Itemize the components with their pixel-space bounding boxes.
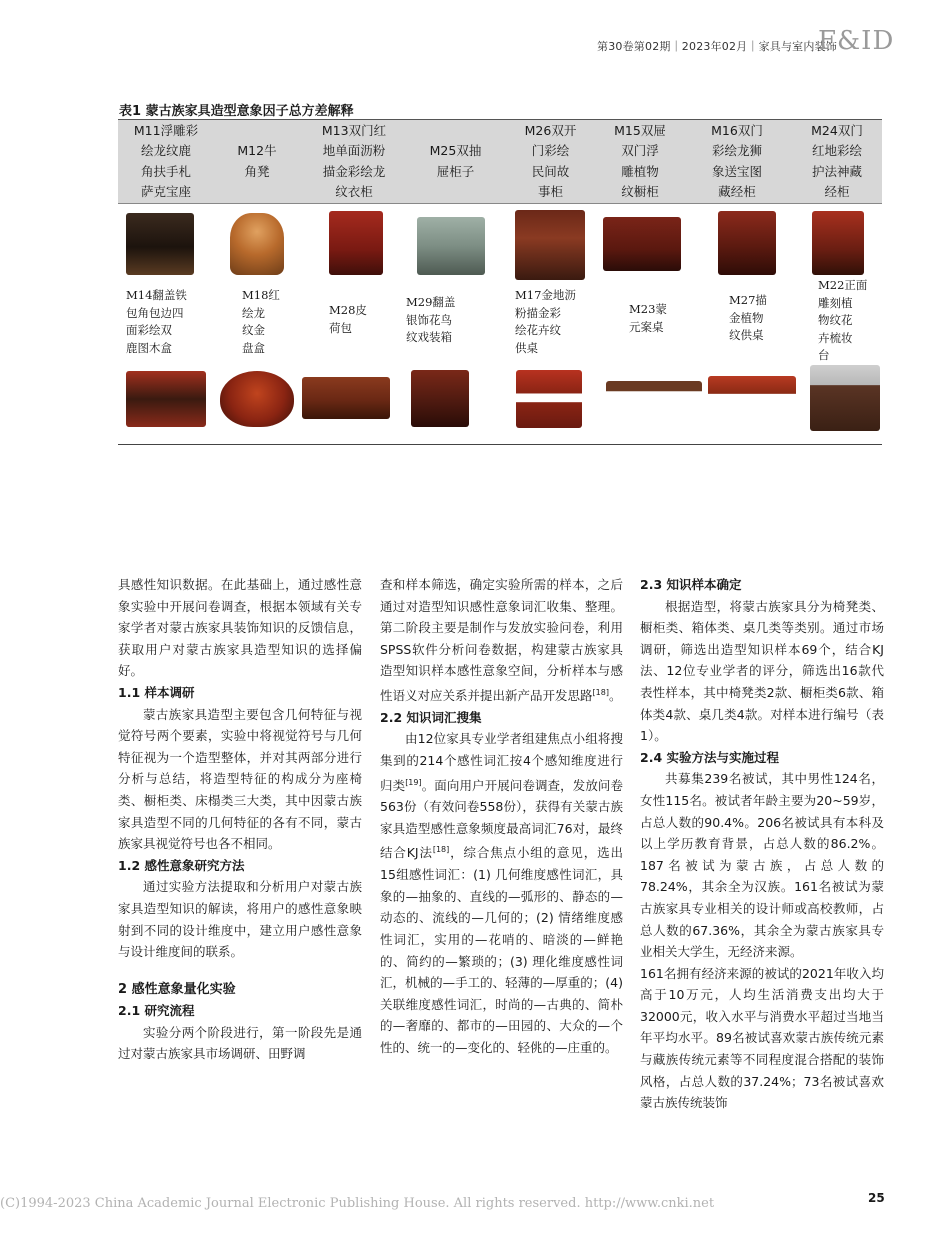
header-cell: M26双开 门彩绘 民间故 事柜	[524, 122, 577, 199]
section-heading-2-4: 2.4 实验方法与实施过程	[640, 749, 779, 765]
paragraph-1-2: 通过实验方法提取和分析用户对蒙古族家具造型知识的解读，将用户的感性意象映射到不同的设计维度中，建立用户感性意象与设计维度间的联系。	[118, 879, 362, 960]
copyright-footer: (C)1994-2023 China Academic Journal Electronic Publishing House. All rights reserved. http://www.cnki.net	[0, 1196, 715, 1211]
citation-18: [18]	[592, 687, 609, 697]
table-header-rule	[118, 203, 882, 204]
paragraph-2-4-a: 共募集239名被试，其中男性124名，女性115名。被试者年龄主要为20~59岁，占总人数的90.4%。206名被试具有本科及以上学历教育背景，占总人数的86.2%。187名被试为蒙古族，占总人数的78.24%，其余全为汉族。161名被试为蒙古族家具专业相关的设计师或高校教师，占总人数的67.36%，其余全为蒙古族家具专业相关大学生，无经济来源。	[640, 771, 884, 960]
furniture-photo-throne	[126, 213, 194, 275]
furniture-photo-box	[126, 371, 206, 427]
furniture-photo-round-box	[220, 371, 294, 427]
text-column-3	[640, 574, 884, 1114]
paragraph-1-1: 蒙古族家具造型主要包含几何特征与视觉符号两个要素，实验中将视觉符号与几何特征视为一个造型整体，并对其两部分进行分析与总结，将造型特征的构成分为座椅类、橱柜类、床榻类三大类，其中因蒙古族家具造型不同的几何特征的各有不同，蒙古族家具视觉符号也各不相同。	[118, 706, 362, 852]
text-column-1	[118, 574, 362, 1065]
journal-logo: F&ID	[818, 26, 895, 56]
sample-label-m22: M22正面 雕刻植 物纹花 卉梳妆 台	[818, 278, 868, 362]
header-cell: M13双门红 地单面沥粉 描金彩绘龙 纹衣柜	[321, 122, 387, 199]
running-head: 第30卷第02期｜2023年02月｜家具与室内装饰	[597, 40, 837, 53]
section-heading-2-1: 2.1 研究流程	[118, 1003, 195, 1019]
furniture-photo-altar-table	[516, 370, 582, 428]
sample-label-m29: M29翻盖 银饰花鸟 纹戏装箱	[406, 295, 456, 344]
section-heading-2-2: 2.2 知识词汇搜集	[380, 709, 482, 725]
furniture-photo-offering-table	[708, 376, 796, 420]
text-column-2	[380, 574, 623, 1059]
furniture-photo-dresser	[810, 365, 880, 431]
citation-19: [19]	[405, 777, 422, 787]
table-caption: 表1 蒙古族家具造型意象因子总方差解释	[119, 104, 354, 119]
furniture-photo-leather-pouch	[302, 377, 390, 419]
header-cell: M25双抽 屉柜子	[429, 143, 482, 179]
section-heading-2-3: 2.3 知识样本确定	[640, 577, 742, 592]
sample-label-m28: M28皮 荷包	[329, 303, 367, 335]
furniture-photo-long-table	[606, 381, 702, 417]
furniture-photo-sutra-cabinet-2	[812, 211, 864, 275]
header-cell: M24双门 红地彩绘 护法神藏 经柜	[811, 122, 863, 199]
sample-label-m17: M17金地沥 粉描金彩 绘花卉纹 供桌	[515, 288, 576, 355]
paragraph-intro: 具感性知识数据。在此基础上，通过感性意象实验中开展问卷调查，根据本领域有关专家学者对蒙古族家具装饰知识的反馈信息，获取用户对蒙古族家具造型知识的选择偏好。	[118, 577, 362, 679]
paragraph-2-4-b: 161名拥有经济来源的被试的2021年收入均高于10万元，人均生活消费支出均大于32000元，收入水平与消费水平超过当地当年平均水平。89名被试喜欢蒙古族传统元素与藏族传统元素等不同程度混合搭配的装饰风格，占总人数的37.24%；73名被试喜欢蒙古族传统装饰	[640, 965, 884, 1111]
paragraph-2-2: 由12位家具专业学者组建焦点小组将搜集到的214个感性词汇按4个感知维度进行归类[19]。面向用户开展问卷调查，发放问卷563份（有效问卷558份），获得有关蒙古族家具造型感性意象频度最高词汇76对，最终结合KJ法[18]，综合焦点小组的意见，选出15组感性词汇：(1) 几何维度感性词汇，具象的—抽象的、直线的—弧形的、静态的—动态的、流线的—几何的；(2) 情绪维度感性词汇，实用的—花哨的、暗淡的—鲜艳的、简约的—繁琐的；(3) 理化维度感性词汇，机械的—手工的、轻薄的—厚重的；(4) 关联维度感性词汇，时尚的—古典的、简朴的—奢靡的、都市的—田园的、大众的—个性的、统一的—变化的、轻佻的—庄重的。	[380, 731, 623, 1055]
header-cell: M12牛 角凳	[237, 143, 277, 179]
furniture-photo-cupboard	[603, 217, 681, 271]
furniture-photo-drawer-cabinet	[417, 217, 485, 275]
sample-label-m23: M23蒙 元案桌	[629, 302, 667, 334]
paragraph-2-3: 根据造型，将蒙古族家具分为椅凳类、橱柜类、箱体类、桌几类等类别。通过市场调研，筛选出造型知识样本69个，结合KJ法、12位专业学者的评分，筛选出16款代表性样本，其中椅凳类2款、橱柜类6款、箱体类4款、桌几类4款。对样本进行编号（表1）。	[640, 598, 884, 744]
citation-18: [18]	[432, 845, 450, 855]
header-cell: M11浮雕彩 绘龙纹鹿 角扶手札 萨克宝座	[133, 122, 199, 199]
furniture-photo-costume-chest	[411, 370, 469, 427]
furniture-photo-story-cabinet	[515, 210, 585, 280]
table-bottom-rule	[118, 444, 882, 445]
section-heading-2: 2 感性意象量化实验	[118, 981, 236, 997]
section-heading-1-2: 1.2 感性意象研究方法	[118, 857, 245, 873]
table-header-row	[118, 120, 882, 203]
furniture-photo-sutra-cabinet-1	[718, 211, 776, 275]
header-cell: M16双门 彩绘龙狮 象送宝图 藏经柜	[711, 122, 763, 199]
sample-table	[118, 119, 882, 445]
furniture-photo-stool	[230, 213, 284, 275]
sample-label-m18: M18红 绘龙 纹金 盘盒	[242, 288, 280, 355]
sample-label-m14: M14翻盖铁 包角包边四 面彩绘双 鹿图木盒	[126, 288, 187, 355]
section-heading-1-1: 1.1 样本调研	[118, 684, 195, 700]
header-cell: M15双屉 双门浮 雕植物 纹橱柜	[614, 122, 666, 199]
furniture-photo-wardrobe	[329, 211, 383, 275]
page-number: 25	[868, 1191, 885, 1205]
paragraph-2-1: 实验分两个阶段进行，第一阶段先是通过对蒙古族家具市场调研、田野调	[118, 1024, 362, 1062]
sample-label-m27: M27描 金植物 纹供桌	[729, 293, 767, 342]
paragraph-continuation: 查和样本筛选，确定实验所需的样本，之后通过对造型知识感性意象词汇收集、整理。第二阶段主要是制作与发放实验问卷，利用SPSS软件分析问卷数据，构建蒙古族家具造型知识样本感性意象空间，分析样本与感性语义对应关系并提出新产品开发思路[18]。	[380, 577, 623, 704]
